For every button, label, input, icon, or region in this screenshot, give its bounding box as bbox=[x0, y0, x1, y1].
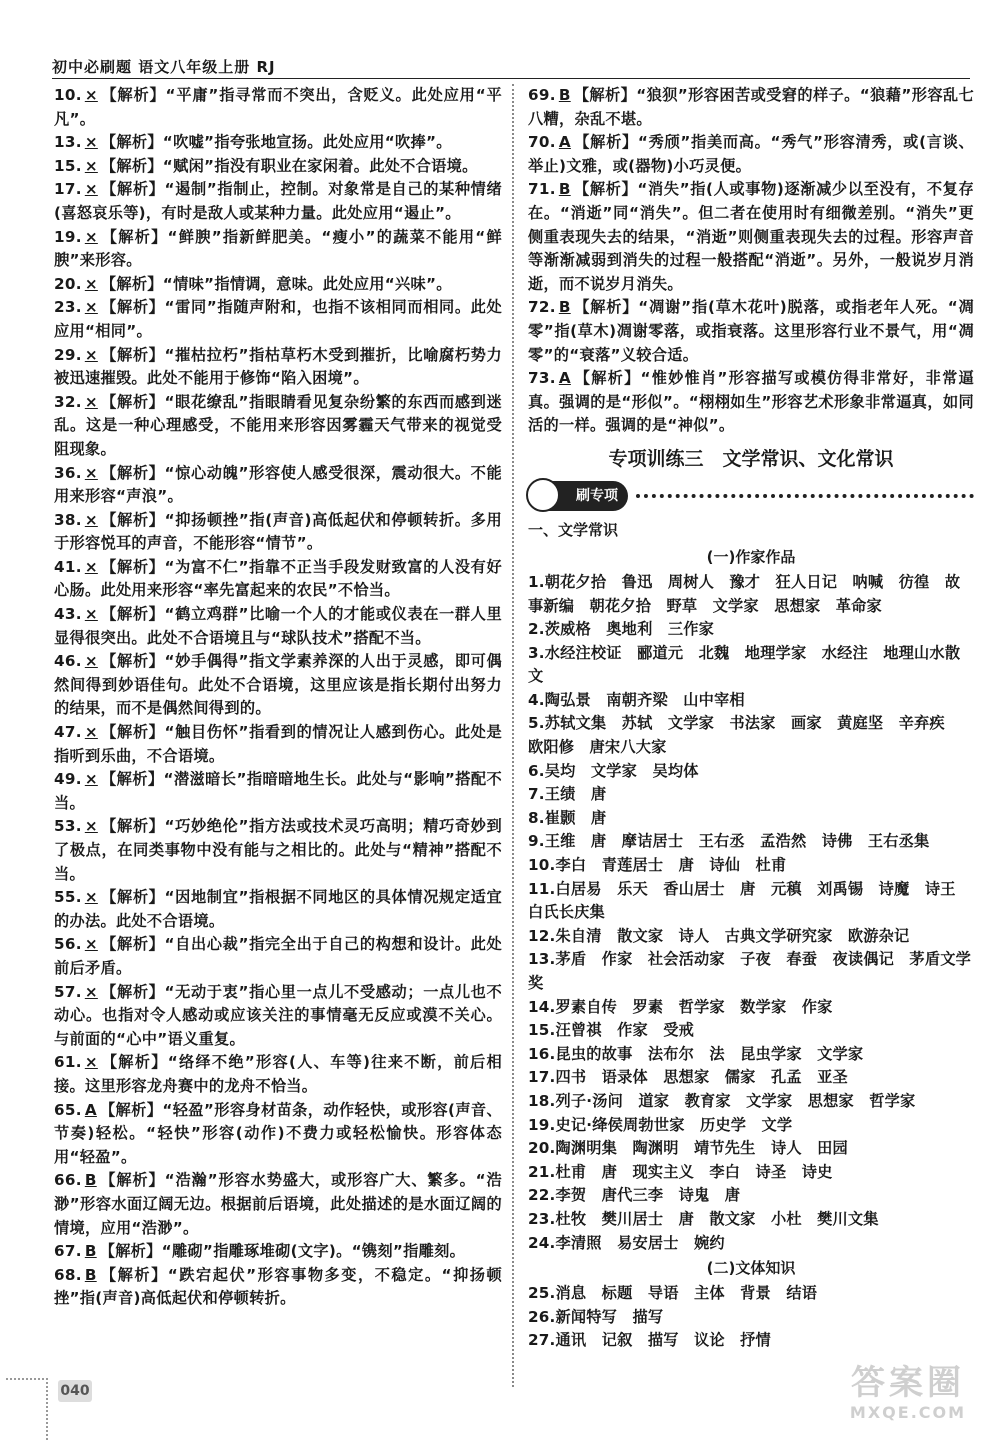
knowledge-item bbox=[528, 760, 974, 784]
entry-text: “因地制宜”指根据不同地区的具体情况规定适宜的办法。此处不合语境。 bbox=[54, 888, 502, 930]
entry-tag: 【解析】 bbox=[100, 463, 165, 482]
answer-entry bbox=[54, 178, 502, 225]
item-text: 苏轼文集 苏轼 文学家 书法家 画家 黄庭坚 辛弃疾 欧阳修 唐宋八大家 bbox=[528, 714, 961, 757]
knowledge-item bbox=[528, 712, 974, 759]
entry-num: 53. bbox=[54, 817, 82, 836]
entry-tag: 【解析】 bbox=[100, 935, 165, 954]
answer-entry bbox=[54, 344, 502, 391]
entry-ans: A bbox=[84, 1100, 97, 1119]
entry-tag: 【解析】 bbox=[100, 86, 166, 104]
entry-num: 69. bbox=[528, 86, 556, 104]
knowledge-item bbox=[528, 1161, 974, 1185]
answer-entry bbox=[54, 391, 502, 462]
answer-entry bbox=[54, 462, 502, 509]
entry-text: “情味”指情调，意味。此处应用“兴味”。 bbox=[162, 274, 452, 293]
item-text: 陶渊明集 陶渊明 靖节先生 诗人 田园 bbox=[555, 1139, 848, 1158]
item-number: 6. bbox=[528, 761, 545, 780]
item-text: 杜甫 唐 现实主义 李白 诗圣 诗史 bbox=[555, 1162, 833, 1181]
entry-ans: × bbox=[84, 463, 98, 482]
item-text: 罗素自传 罗素 哲学家 数学家 作家 bbox=[555, 997, 833, 1016]
brush-label: 刷专项 bbox=[576, 487, 618, 504]
item-text: 通讯 记叙 描写 议论 抒情 bbox=[555, 1331, 771, 1350]
item-number: 8. bbox=[528, 808, 545, 827]
right-column bbox=[528, 84, 974, 1387]
item-text: 列子·汤问 道家 教育家 文学家 思想家 哲学家 bbox=[555, 1091, 916, 1110]
item-number: 17. bbox=[528, 1068, 556, 1087]
entry-num: 10. bbox=[54, 86, 82, 104]
knowledge-item bbox=[528, 1090, 974, 1114]
answer-entry bbox=[528, 296, 974, 367]
item-text: 王绩 唐 bbox=[544, 785, 607, 804]
item-text: 四书 语录体 思想家 儒家 孔孟 亚圣 bbox=[555, 1068, 848, 1087]
entry-ans: × bbox=[84, 392, 98, 411]
entry-num: 72. bbox=[528, 298, 556, 317]
answer-entry bbox=[528, 367, 974, 438]
item-number: 13. bbox=[528, 950, 556, 969]
entry-tag: 【解析】 bbox=[100, 1053, 168, 1072]
entry-num: 73. bbox=[528, 369, 556, 388]
entry-num: 55. bbox=[54, 888, 82, 907]
entry-tag: 【解析】 bbox=[100, 298, 165, 317]
answer-entry bbox=[528, 178, 974, 296]
entry-ans: B bbox=[558, 180, 571, 199]
brush-banner bbox=[528, 481, 974, 513]
entry-tag: 【解析】 bbox=[100, 982, 165, 1001]
entry-num: 36. bbox=[54, 463, 82, 482]
answer-entry bbox=[54, 556, 502, 603]
brush-badge bbox=[528, 481, 628, 511]
entry-tag: 【解析】 bbox=[100, 180, 165, 199]
answer-entry bbox=[54, 650, 502, 721]
item-text: 陶弘景 南朝齐梁 山中宰相 bbox=[544, 690, 745, 709]
entry-text: “摧枯拉朽”指枯草朽木受到摧折，比喻腐朽势力被迅速摧毁。此处不能用于修饰“陷入困境”。 bbox=[54, 345, 502, 388]
knowledge-item bbox=[528, 642, 974, 689]
entry-text: “狼狈”形容困苦或受窘的样子。“狼藉”形容乱七八糟，杂乱不堪。 bbox=[528, 86, 974, 128]
item-number: 22. bbox=[528, 1186, 556, 1205]
entry-ans: × bbox=[84, 298, 98, 317]
entry-ans: × bbox=[84, 817, 98, 836]
knowledge-item bbox=[528, 1329, 974, 1353]
header-rule bbox=[52, 78, 970, 79]
answer-entry bbox=[54, 296, 502, 343]
item-text: 李清照 易安居士 婉约 bbox=[555, 1233, 725, 1252]
entry-tag: 【解析】 bbox=[573, 86, 637, 104]
entry-tag: 【解析】 bbox=[100, 133, 163, 152]
entry-ans: × bbox=[84, 723, 98, 742]
knowledge-item bbox=[528, 925, 974, 949]
answer-entry bbox=[54, 886, 502, 933]
entry-tag: 【解析】 bbox=[100, 652, 165, 671]
item-text: 李白 青莲居士 唐 诗仙 杜甫 bbox=[555, 856, 787, 875]
entry-num: 70. bbox=[528, 133, 556, 152]
answer-entry bbox=[54, 981, 502, 1052]
entry-text: “遏制”指制止，控制。对象常是自己的某种情绪(喜怒哀乐等)，有时是敌人或某种力量。此处应用“遏止”。 bbox=[54, 180, 502, 222]
item-text: 茨威格 奥地利 三作家 bbox=[544, 620, 715, 639]
header-text: 初中必刷题 语文八年级上册 RJ bbox=[52, 58, 276, 76]
entry-num: 47. bbox=[54, 723, 82, 742]
entry-ans: B bbox=[558, 86, 571, 104]
answer-entry bbox=[54, 131, 502, 155]
item-number: 5. bbox=[528, 714, 545, 733]
knowledge-item bbox=[528, 1114, 974, 1138]
item-text: 昆虫的故事 法布尔 法 昆虫学家 文学家 bbox=[555, 1044, 864, 1063]
entry-ans: B bbox=[84, 1242, 97, 1261]
answer-entry bbox=[54, 84, 502, 131]
entry-tag: 【解析】 bbox=[100, 227, 168, 246]
left-column bbox=[54, 84, 514, 1387]
item-number: 20. bbox=[528, 1139, 556, 1158]
entry-num: 19. bbox=[54, 227, 82, 246]
knowledge-item bbox=[528, 571, 974, 618]
page-number: 040 bbox=[58, 1380, 92, 1402]
entry-text: “眼花缭乱”指眼睛看见复杂纷繁的东西而感到迷乱。这是一种心理感受，不能用来形容因雾霾天气带来的视觉受阻现象。 bbox=[54, 392, 502, 458]
brush-icon bbox=[526, 478, 560, 512]
answer-entry bbox=[54, 768, 502, 815]
entry-num: 13. bbox=[54, 133, 82, 152]
item-text: 汪曾祺 作家 受戒 bbox=[555, 1021, 695, 1040]
item-text: 消息 标题 导语 主体 背景 结语 bbox=[555, 1284, 818, 1303]
entry-num: 41. bbox=[54, 557, 82, 576]
entry-num: 67. bbox=[54, 1242, 82, 1261]
item-number: 21. bbox=[528, 1162, 556, 1181]
entry-text: “潜滋暗长”指暗暗地生长。此处与“影响”搭配不当。 bbox=[54, 770, 502, 812]
entry-num: 29. bbox=[54, 345, 82, 364]
watermark-logo: 答案圈 bbox=[851, 1363, 965, 1403]
item-number: 4. bbox=[528, 690, 545, 709]
entry-num: 49. bbox=[54, 770, 82, 789]
item-text: 杜牧 樊川居士 唐 散文家 小杜 樊川文集 bbox=[555, 1209, 879, 1228]
knowledge-item bbox=[528, 689, 974, 713]
knowledge-item bbox=[528, 1019, 974, 1043]
entry-ans: × bbox=[84, 888, 98, 907]
knowledge-item bbox=[528, 1043, 974, 1067]
entry-tag: 【解析】 bbox=[573, 180, 638, 199]
knowledge-item bbox=[528, 1232, 974, 1256]
item-number: 24. bbox=[528, 1233, 556, 1252]
subheading-genres: (二)文体知识 bbox=[706, 1259, 796, 1278]
entry-tag: 【解析】 bbox=[100, 605, 165, 624]
entry-text: “为富不仁”指靠不正当手段发财致富的人没有好心肠。此处用来形容“率先富起来的农民”不恰当。 bbox=[54, 557, 502, 600]
entry-text: “消失”指(人或事物)逐渐减少以至没有，不复存在。“消逝”同“消失”。但二者在使用时有细微差别。“消失”更侧重表现失去的结果，“消逝”则侧重表现失去的过程。形容声音等渐渐减弱到消失的过程一般搭配“消逝”。另外，一般说岁月消逝，而不说岁月消失。 bbox=[528, 180, 974, 293]
item-number: 2. bbox=[528, 620, 545, 639]
watermark-url: MXQE.COM bbox=[849, 1403, 967, 1422]
item-number: 19. bbox=[528, 1115, 556, 1134]
item-number: 15. bbox=[528, 1021, 556, 1040]
entry-tag: 【解析】 bbox=[573, 298, 639, 317]
answer-entry bbox=[54, 1099, 502, 1170]
answer-entry bbox=[54, 721, 502, 768]
item-number: 7. bbox=[528, 785, 545, 804]
entry-tag: 【解析】 bbox=[100, 392, 165, 411]
answer-entry bbox=[54, 1051, 502, 1098]
item-text: 白居易 乐天 香山居士 唐 元稹 刘禹锡 诗魔 诗王 白氏长庆集 bbox=[528, 879, 971, 922]
entry-ans: × bbox=[84, 180, 98, 199]
entry-num: 65. bbox=[54, 1100, 82, 1119]
watermark bbox=[828, 1363, 988, 1433]
entry-text: “浩瀚”形容水势盛大，或形容广大、繁多。“浩渺”形容水面辽阔无边。根据前后语境，此处描述的是水面辽阔的情境，应用“浩渺”。 bbox=[54, 1171, 503, 1237]
answer-entry bbox=[528, 131, 974, 178]
entry-num: 43. bbox=[54, 605, 82, 624]
entry-text: “平庸”指寻常而不突出，含贬义。此处应用“平凡”。 bbox=[54, 86, 503, 128]
answer-entry bbox=[54, 1264, 502, 1311]
answer-entry bbox=[54, 603, 502, 650]
knowledge-item bbox=[528, 618, 974, 642]
item-number: 11. bbox=[528, 879, 556, 898]
item-number: 3. bbox=[528, 643, 545, 662]
knowledge-item bbox=[528, 1306, 974, 1330]
entry-num: 68. bbox=[54, 1265, 82, 1284]
knowledge-item bbox=[528, 1208, 974, 1232]
entry-tag: 【解析】 bbox=[100, 817, 165, 836]
entry-ans: × bbox=[84, 605, 98, 624]
entry-num: 66. bbox=[54, 1171, 82, 1190]
entry-tag: 【解析】 bbox=[100, 274, 163, 293]
item-text: 水经注校证 郦道元 北魏 地理学家 水经注 地理山水散文 bbox=[528, 643, 961, 686]
entry-num: 20. bbox=[54, 274, 82, 293]
knowledge-item bbox=[528, 783, 974, 807]
entry-text: “惊心动魄”形容使人感受很深，震动很大。不能用来形容“声浪”。 bbox=[54, 463, 502, 506]
item-text: 朝花夕拾 鲁迅 周树人 豫才 狂人日记 呐喊 彷徨 故事新编 朝花夕拾 野草 文学家 思想家 革命家 bbox=[528, 572, 961, 615]
section-title: 专项训练三 文学常识、文化常识 bbox=[608, 447, 894, 470]
answer-entry bbox=[54, 509, 502, 556]
entry-num: 15. bbox=[54, 156, 82, 175]
entry-tag: 【解析】 bbox=[99, 1171, 165, 1190]
item-number: 18. bbox=[528, 1091, 556, 1110]
entry-num: 56. bbox=[54, 935, 82, 954]
item-number: 12. bbox=[528, 926, 556, 945]
entry-ans: × bbox=[84, 1053, 98, 1072]
entry-tag: 【解析】 bbox=[100, 770, 164, 789]
lit-heading: 一、文学常识 bbox=[528, 520, 619, 539]
entry-text: “吹嘘”指夸张地宣扬。此处应用“吹捧”。 bbox=[162, 133, 452, 152]
entry-text: “无动于衷”指心里一点儿不受感动；一点儿也不动心。也指对令人感动或应该关注的事情毫无反应或漠不关心。与前面的“心中”语义重复。 bbox=[54, 982, 502, 1048]
entry-text: “轻盈”形容身材苗条，动作轻快，或形容(声音、节奏)轻松。“轻快”形容(动作)不费力或轻松愉快。形容体态用“轻盈”。 bbox=[54, 1100, 502, 1166]
entry-tag: 【解析】 bbox=[100, 888, 165, 907]
entry-tag: 【解析】 bbox=[100, 723, 165, 742]
entry-num: 57. bbox=[54, 982, 82, 1001]
knowledge-item bbox=[528, 807, 974, 831]
item-text: 崔颢 唐 bbox=[544, 808, 607, 827]
entry-tag: 【解析】 bbox=[99, 1265, 168, 1284]
item-text: 史记·绛侯周勃世家 历史学 文学 bbox=[555, 1115, 793, 1134]
item-text: 朱自清 散文家 诗人 古典文学研究家 欧游杂记 bbox=[555, 926, 910, 945]
entry-num: 61. bbox=[54, 1053, 82, 1072]
entry-num: 38. bbox=[54, 510, 82, 529]
entry-text: “自出心裁”指完全出于自己的构想和设计。此处前后矛盾。 bbox=[54, 935, 502, 977]
entry-text: “鲜腴”指新鲜肥美。“瘦小”的蔬菜不能用“鲜腴”来形容。 bbox=[54, 227, 502, 270]
page-header bbox=[52, 56, 970, 80]
works-list bbox=[528, 571, 974, 1255]
entry-ans: B bbox=[84, 1171, 97, 1190]
knowledge-item bbox=[528, 830, 974, 854]
entry-ans: B bbox=[84, 1265, 97, 1284]
entry-text: “惟妙惟肖”形容描写或模仿得非常好，非常逼真。强调的是“形似”。“栩栩如生”形容艺术形象非常逼真，如同活的一样。强调的是“神似”。 bbox=[528, 369, 975, 435]
entry-ans: A bbox=[558, 133, 571, 152]
item-number: 26. bbox=[528, 1307, 556, 1326]
entry-tag: 【解析】 bbox=[100, 510, 165, 529]
entry-text: “鹤立鸡群”比喻一个人的才能或仪表在一群人里显得很突出。此处不合语境且与“球队技术”搭配不当。 bbox=[54, 605, 502, 647]
entry-ans: × bbox=[84, 86, 98, 104]
answer-entry bbox=[54, 815, 502, 886]
entry-num: 23. bbox=[54, 298, 82, 317]
entry-ans: × bbox=[84, 935, 98, 954]
knowledge-item bbox=[528, 1066, 974, 1090]
entry-tag: 【解析】 bbox=[100, 156, 163, 175]
entry-text: “雷同”指随声附和，也指不该相同而相同。此处应用“相同”。 bbox=[54, 298, 502, 340]
entry-text: “跌宕起伏”形容事物多变，不稳定。“抑扬顿挫”指(声音)高低起伏和停顿转折。 bbox=[54, 1265, 502, 1308]
entry-ans: A bbox=[558, 369, 571, 388]
corner-decoration bbox=[6, 1378, 48, 1440]
knowledge-item bbox=[528, 948, 974, 995]
knowledge-item bbox=[528, 996, 974, 1020]
entry-text: “触目伤怀”指看到的情况让人感到伤心。此处是指听到乐曲，不合语境。 bbox=[54, 723, 502, 765]
knowledge-item bbox=[528, 878, 974, 925]
entry-ans: × bbox=[84, 227, 98, 246]
entry-text: “妙手偶得”指文学素养深的人出于灵感，即可偶然间得到妙语佳句。此处不合语境，这里应该是指长期付出努力的结果，而不是偶然间得到的。 bbox=[54, 652, 502, 718]
item-text: 李贺 唐代三李 诗鬼 唐 bbox=[555, 1186, 741, 1205]
entry-num: 17. bbox=[54, 180, 82, 199]
entry-ans: × bbox=[84, 156, 98, 175]
item-number: 16. bbox=[528, 1044, 556, 1063]
entry-text: “抑扬顿挫”指(声音)高低起伏和停顿转折。多用于形容悦耳的声音，不能形容“情节”。 bbox=[54, 510, 503, 553]
entry-tag: 【解析】 bbox=[100, 557, 165, 576]
answer-entry bbox=[54, 226, 502, 273]
item-number: 9. bbox=[528, 832, 545, 851]
item-number: 23. bbox=[528, 1209, 556, 1228]
entry-tag: 【解析】 bbox=[573, 369, 641, 388]
entry-ans: × bbox=[84, 274, 98, 293]
item-number: 25. bbox=[528, 1284, 556, 1303]
answer-entry bbox=[54, 933, 502, 980]
item-text: 新闻特写 描写 bbox=[555, 1307, 664, 1326]
entry-ans: × bbox=[84, 133, 98, 152]
entry-text: “秀颀”指美而高。“秀气”形容清秀，或(言谈、举止)文雅，或(器物)小巧灵便。 bbox=[528, 133, 974, 175]
entry-ans: × bbox=[84, 982, 98, 1001]
entry-ans: × bbox=[84, 557, 98, 576]
entry-num: 46. bbox=[54, 652, 82, 671]
entry-tag: 【解析】 bbox=[99, 1242, 162, 1261]
item-text: 王维 唐 摩诘居士 王右丞 孟浩然 诗佛 王右丞集 bbox=[544, 832, 930, 851]
entry-ans: × bbox=[84, 652, 98, 671]
entry-ans: × bbox=[84, 345, 98, 364]
entry-num: 32. bbox=[54, 392, 82, 411]
entry-tag: 【解析】 bbox=[100, 345, 165, 364]
item-number: 27. bbox=[528, 1331, 556, 1350]
entry-text: “凋谢”指(草木花叶)脱落，或指老年人死。“凋零”指(草木)凋谢零落，或指衰落。这里形容行业不景气，用“凋零”的“衰落”义较合适。 bbox=[528, 298, 974, 364]
entry-num: 71. bbox=[528, 180, 556, 199]
knowledge-item bbox=[528, 854, 974, 878]
entry-tag: 【解析】 bbox=[573, 133, 638, 152]
item-number: 14. bbox=[528, 997, 556, 1016]
answer-entry bbox=[54, 155, 502, 179]
knowledge-item bbox=[528, 1137, 974, 1161]
entry-text: “赋闲”指没有职业在家闲着。此处不合语境。 bbox=[162, 156, 478, 175]
item-number: 10. bbox=[528, 856, 556, 875]
entry-tag: 【解析】 bbox=[99, 1100, 163, 1119]
knowledge-item bbox=[528, 1282, 974, 1306]
entry-text: “巧妙绝伦”指方法或技术灵巧高明；精巧奇妙到了极点，在同类事物中没有能与之相比的。此处与“精神”搭配不当。 bbox=[54, 817, 502, 883]
answer-entry bbox=[54, 273, 502, 297]
item-text: 吴均 文学家 吴均体 bbox=[544, 761, 699, 780]
entry-ans: × bbox=[84, 770, 98, 789]
answer-entry bbox=[54, 1169, 502, 1240]
item-text: 茅盾 作家 社会活动家 子夜 春蚕 夜读偶记 茅盾文学奖 bbox=[528, 950, 971, 992]
answer-entry bbox=[54, 1240, 502, 1264]
item-number: 1. bbox=[528, 572, 545, 591]
entry-ans: × bbox=[84, 510, 98, 529]
entry-text: “络绎不绝”形容(人、车等)往来不断，前后相接。这里形容龙舟赛中的龙舟不恰当。 bbox=[54, 1053, 503, 1095]
genres-list bbox=[528, 1282, 974, 1353]
knowledge-item bbox=[528, 1184, 974, 1208]
entry-ans: B bbox=[558, 298, 571, 317]
right-answer-list bbox=[528, 84, 974, 438]
answer-entry bbox=[528, 84, 974, 131]
dotted-divider bbox=[636, 494, 974, 498]
entry-text: “雕砌”指雕琢堆砌(文字)。“镌刻”指雕刻。 bbox=[161, 1242, 466, 1261]
subheading-works: (一)作家作品 bbox=[706, 547, 796, 566]
